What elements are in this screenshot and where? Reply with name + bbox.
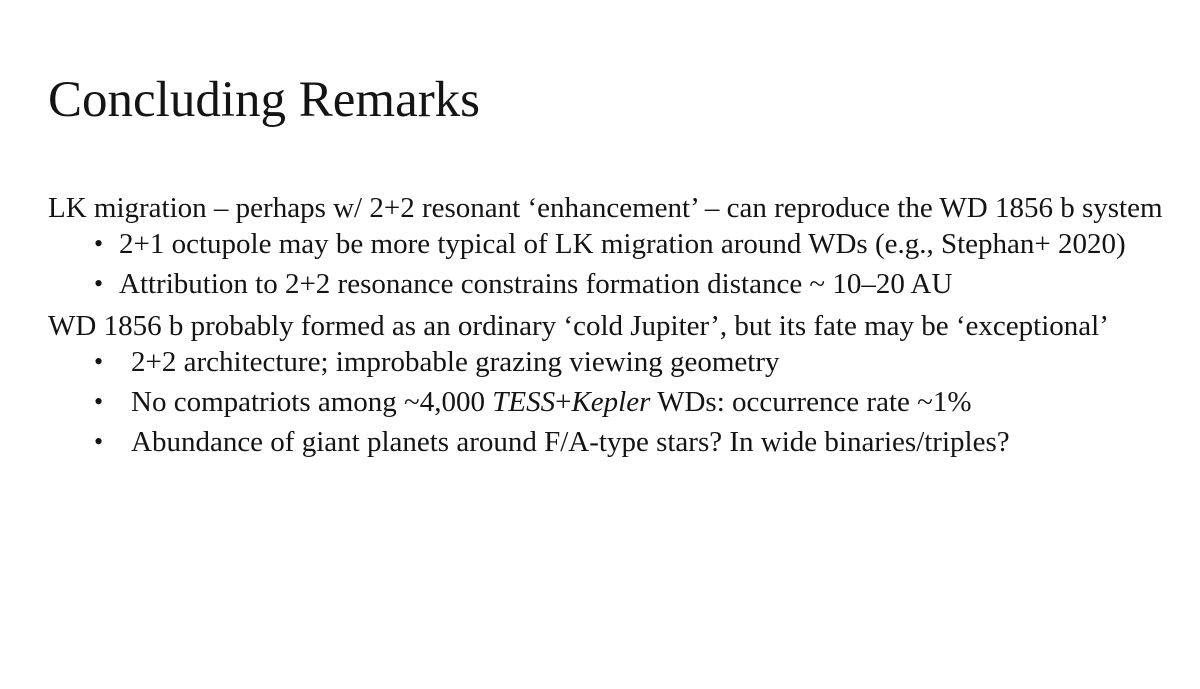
bullet-item: [48, 228, 1168, 260]
bullet-text-suffix: WDs: occurrence rate ~1%: [650, 386, 972, 418]
bullet-item: [48, 426, 1168, 458]
bullet-list-lk-migration: [48, 228, 1168, 300]
bullet-item: [48, 386, 1168, 418]
bullet-text: 2+2 architecture; improbable grazing viewing geometry: [131, 346, 780, 378]
bullet-list-wd1856b: [48, 346, 1168, 458]
bullet-text-prefix: No compatriots among ~4,000: [131, 386, 493, 418]
kepler-mission-name: Kepler: [571, 386, 651, 418]
bullet-text: Abundance of giant planets around F/A-type stars? In wide binaries/triples?: [131, 426, 1010, 458]
plus-sign: +: [555, 386, 572, 418]
bullet-item: [48, 346, 1168, 378]
paragraph-wd1856b-formation: WD 1856 b probably formed as an ordinary ‘cold Jupiter’, but its fate may be ‘exceptional’: [48, 310, 1109, 342]
bullet-dot: •: [94, 427, 104, 456]
slide-body: [48, 192, 1168, 466]
bullet-dot: •: [94, 269, 104, 298]
bullet-item: [48, 268, 1168, 300]
paragraph-lk-migration: LK migration – perhaps w/ 2+2 resonant ‘enhancement’ – can reproduce the WD 1856 b system: [48, 192, 1163, 224]
tess-mission-name: TESS: [492, 386, 556, 418]
bullet-text: Attribution to 2+2 resonance constrains formation distance ~ 10–20 AU: [119, 268, 953, 300]
bullet-dot: •: [94, 347, 104, 376]
slide-title: Concluding Remarks: [48, 72, 481, 128]
bullet-dot: •: [94, 229, 104, 258]
bullet-text: [131, 386, 972, 418]
bullet-text: 2+1 octupole may be more typical of LK migration around WDs (e.g., Stephan+ 2020): [119, 228, 1126, 260]
bullet-dot: •: [94, 387, 104, 416]
